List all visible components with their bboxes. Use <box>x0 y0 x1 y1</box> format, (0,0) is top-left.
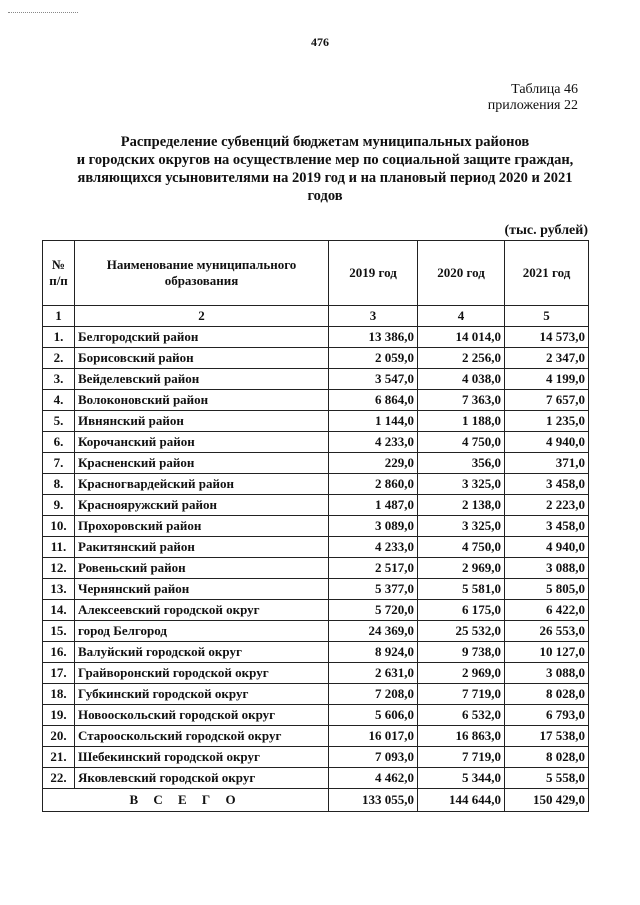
value-2020-cell: 9 738,0 <box>418 642 505 663</box>
total-label: В С Е Г О <box>43 789 329 812</box>
municipality-name-cell: Шебекинский городской округ <box>75 747 329 768</box>
value-2020-cell: 4 750,0 <box>418 537 505 558</box>
value-2019-cell: 5 377,0 <box>329 579 418 600</box>
column-number: 2 <box>75 306 329 327</box>
column-header-name: Наименование муниципального образования <box>75 241 329 306</box>
title-line: годов <box>307 188 343 204</box>
table-row <box>43 642 589 663</box>
municipality-name-cell: Алексеевский городской округ <box>75 600 329 621</box>
municipality-name-cell: Валуйский городской округ <box>75 642 329 663</box>
municipality-name-cell: Красненский район <box>75 453 329 474</box>
table-row <box>43 663 589 684</box>
row-number-cell: 8. <box>43 474 75 495</box>
column-number: 3 <box>329 306 418 327</box>
value-2020-cell: 2 969,0 <box>418 663 505 684</box>
municipality-name-cell: Краснояружский район <box>75 495 329 516</box>
table-row <box>43 369 589 390</box>
value-2020-cell: 5 344,0 <box>418 768 505 789</box>
table-row <box>43 684 589 705</box>
municipality-name-cell: Чернянский район <box>75 579 329 600</box>
row-number-cell: 12. <box>43 558 75 579</box>
table-reference <box>488 82 578 114</box>
column-header-2021: 2021 год <box>505 241 589 306</box>
value-2021-cell: 4 940,0 <box>505 432 589 453</box>
row-number-cell: 17. <box>43 663 75 684</box>
row-number-cell: 1. <box>43 327 75 348</box>
row-number-cell: 5. <box>43 411 75 432</box>
value-2019-cell: 229,0 <box>329 453 418 474</box>
row-number-cell: 15. <box>43 621 75 642</box>
municipality-name-cell: Прохоровский район <box>75 516 329 537</box>
value-2019-cell: 1 487,0 <box>329 495 418 516</box>
row-number-cell: 2. <box>43 348 75 369</box>
table-row <box>43 474 589 495</box>
row-number-cell: 11. <box>43 537 75 558</box>
value-2019-cell: 4 233,0 <box>329 432 418 453</box>
column-numbers-row <box>43 306 589 327</box>
value-2019-cell: 2 517,0 <box>329 558 418 579</box>
table-row <box>43 495 589 516</box>
table-row <box>43 600 589 621</box>
table-row <box>43 516 589 537</box>
page-number: 476 <box>311 35 329 49</box>
column-number: 1 <box>43 306 75 327</box>
value-2020-cell: 1 188,0 <box>418 411 505 432</box>
table-row <box>43 348 589 369</box>
value-2020-cell: 5 581,0 <box>418 579 505 600</box>
value-2020-cell: 356,0 <box>418 453 505 474</box>
value-2019-cell: 5 606,0 <box>329 705 418 726</box>
value-2021-cell: 5 558,0 <box>505 768 589 789</box>
value-2021-cell: 3 088,0 <box>505 558 589 579</box>
row-number-cell: 13. <box>43 579 75 600</box>
table-row <box>43 621 589 642</box>
municipality-name-cell: Вейделевский район <box>75 369 329 390</box>
value-2020-cell: 2 138,0 <box>418 495 505 516</box>
total-2021: 150 429,0 <box>505 789 589 812</box>
value-2020-cell: 6 532,0 <box>418 705 505 726</box>
table-row <box>43 390 589 411</box>
row-number-cell: 6. <box>43 432 75 453</box>
column-number: 4 <box>418 306 505 327</box>
value-2020-cell: 16 863,0 <box>418 726 505 747</box>
table-header-row <box>43 241 589 306</box>
value-2020-cell: 4 038,0 <box>418 369 505 390</box>
scan-artifact <box>8 12 78 17</box>
value-2019-cell: 13 386,0 <box>329 327 418 348</box>
units-label: (тыс. рублей) <box>504 223 588 238</box>
value-2021-cell: 6 422,0 <box>505 600 589 621</box>
municipality-name-cell: Губкинский городской округ <box>75 684 329 705</box>
value-2021-cell: 7 657,0 <box>505 390 589 411</box>
value-2020-cell: 7 719,0 <box>418 684 505 705</box>
municipality-name-cell: Ракитянский район <box>75 537 329 558</box>
value-2021-cell: 3 458,0 <box>505 516 589 537</box>
total-2020: 144 644,0 <box>418 789 505 812</box>
value-2019-cell: 4 233,0 <box>329 537 418 558</box>
value-2019-cell: 2 860,0 <box>329 474 418 495</box>
table-row <box>43 537 589 558</box>
value-2021-cell: 8 028,0 <box>505 684 589 705</box>
value-2021-cell: 17 538,0 <box>505 726 589 747</box>
column-header-2020: 2020 год <box>418 241 505 306</box>
table-label: Таблица 46 <box>511 82 578 97</box>
value-2021-cell: 5 805,0 <box>505 579 589 600</box>
row-number-cell: 18. <box>43 684 75 705</box>
value-2021-cell: 26 553,0 <box>505 621 589 642</box>
value-2020-cell: 7 363,0 <box>418 390 505 411</box>
document-title <box>40 133 610 205</box>
value-2021-cell: 4 199,0 <box>505 369 589 390</box>
table-row <box>43 432 589 453</box>
table-row <box>43 726 589 747</box>
municipality-name-cell: Ровеньский район <box>75 558 329 579</box>
table-row <box>43 768 589 789</box>
municipality-name-cell: Волоконовский район <box>75 390 329 411</box>
value-2020-cell: 3 325,0 <box>418 474 505 495</box>
row-number-cell: 14. <box>43 600 75 621</box>
title-line: и городских округов на осуществление мер по социальной защите граждан, <box>76 152 574 168</box>
table-row <box>43 705 589 726</box>
value-2019-cell: 1 144,0 <box>329 411 418 432</box>
row-number-cell: 22. <box>43 768 75 789</box>
appendix-label: приложения 22 <box>487 98 578 113</box>
value-2021-cell: 2 223,0 <box>505 495 589 516</box>
total-2019: 133 055,0 <box>329 789 418 812</box>
municipality-name-cell: Новооскольский городской округ <box>75 705 329 726</box>
value-2020-cell: 2 969,0 <box>418 558 505 579</box>
row-number-cell: 16. <box>43 642 75 663</box>
table-row <box>43 453 589 474</box>
municipality-name-cell: Ивнянский район <box>75 411 329 432</box>
title-line: Распределение субвенций бюджетам муниципальных районов <box>120 134 530 150</box>
title-line: являющихся усыновителями на 2019 год и на плановый период 2020 и 2021 <box>77 170 573 186</box>
value-2021-cell: 2 347,0 <box>505 348 589 369</box>
value-2020-cell: 7 719,0 <box>418 747 505 768</box>
value-2019-cell: 16 017,0 <box>329 726 418 747</box>
value-2019-cell: 3 547,0 <box>329 369 418 390</box>
value-2020-cell: 25 532,0 <box>418 621 505 642</box>
total-row <box>43 789 589 812</box>
value-2021-cell: 4 940,0 <box>505 537 589 558</box>
value-2021-cell: 8 028,0 <box>505 747 589 768</box>
value-2021-cell: 371,0 <box>505 453 589 474</box>
municipality-name-cell: Корочанский район <box>75 432 329 453</box>
row-number-cell: 10. <box>43 516 75 537</box>
row-number-cell: 20. <box>43 726 75 747</box>
row-number-cell: 4. <box>43 390 75 411</box>
value-2019-cell: 6 864,0 <box>329 390 418 411</box>
row-number-cell: 9. <box>43 495 75 516</box>
column-header-2019: 2019 год <box>329 241 418 306</box>
value-2021-cell: 3 088,0 <box>505 663 589 684</box>
value-2021-cell: 6 793,0 <box>505 705 589 726</box>
value-2019-cell: 7 208,0 <box>329 684 418 705</box>
value-2019-cell: 3 089,0 <box>329 516 418 537</box>
value-2019-cell: 5 720,0 <box>329 600 418 621</box>
table-row <box>43 327 589 348</box>
row-number-cell: 21. <box>43 747 75 768</box>
row-number-cell: 19. <box>43 705 75 726</box>
column-number: 5 <box>505 306 589 327</box>
table-row <box>43 747 589 768</box>
row-number-cell: 7. <box>43 453 75 474</box>
table-row <box>43 558 589 579</box>
municipality-name-cell: Борисовский район <box>75 348 329 369</box>
value-2021-cell: 3 458,0 <box>505 474 589 495</box>
table-row <box>43 411 589 432</box>
value-2020-cell: 4 750,0 <box>418 432 505 453</box>
value-2019-cell: 2 631,0 <box>329 663 418 684</box>
municipality-name-cell: Красногвардейский район <box>75 474 329 495</box>
municipality-name-cell: город Белгород <box>75 621 329 642</box>
value-2021-cell: 1 235,0 <box>505 411 589 432</box>
value-2021-cell: 14 573,0 <box>505 327 589 348</box>
municipality-name-cell: Яковлевский городской округ <box>75 768 329 789</box>
value-2021-cell: 10 127,0 <box>505 642 589 663</box>
value-2020-cell: 2 256,0 <box>418 348 505 369</box>
value-2019-cell: 4 462,0 <box>329 768 418 789</box>
municipality-name-cell: Грайворонский городской округ <box>75 663 329 684</box>
value-2019-cell: 24 369,0 <box>329 621 418 642</box>
table-row <box>43 579 589 600</box>
value-2020-cell: 6 175,0 <box>418 600 505 621</box>
value-2020-cell: 14 014,0 <box>418 327 505 348</box>
value-2019-cell: 8 924,0 <box>329 642 418 663</box>
row-number-cell: 3. <box>43 369 75 390</box>
subvention-table <box>42 240 589 812</box>
value-2019-cell: 7 093,0 <box>329 747 418 768</box>
municipality-name-cell: Белгородский район <box>75 327 329 348</box>
value-2020-cell: 3 325,0 <box>418 516 505 537</box>
municipality-name-cell: Старооскольский городской округ <box>75 726 329 747</box>
column-header-number: № п/п <box>43 241 75 306</box>
value-2019-cell: 2 059,0 <box>329 348 418 369</box>
